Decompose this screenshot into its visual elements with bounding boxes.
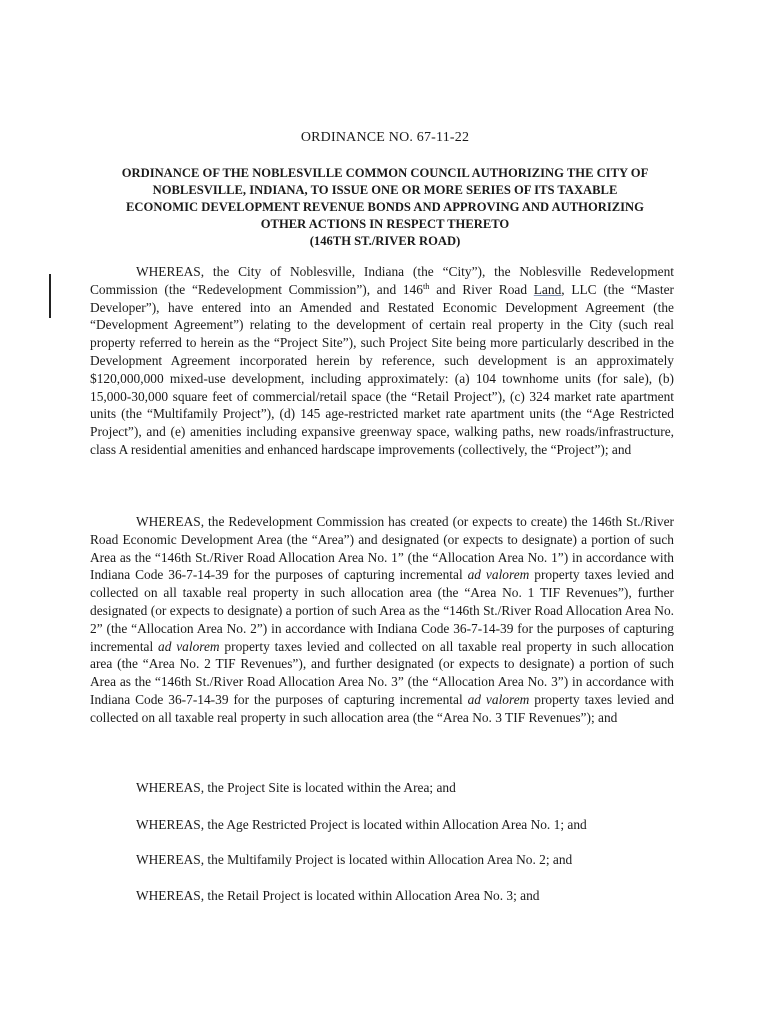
- title-line: (146TH ST./RIVER ROAD): [309, 234, 461, 248]
- para2-text-3: property taxes levied and collected on all taxable real property in such allocation area (the “Area No. 2 TIF Revenues”), and further designated (or expects to designate) a portion of such Area as the “146th St./River Road Allocation Area No. 3” (the “Allocation Area No. 3”) in accordance with Indiana Code 36-7-14-39 for the purposes of capturing incremental: [90, 638, 674, 707]
- tracked-change-underline: Land: [533, 281, 562, 297]
- para2-text-2: property taxes levied and collected on all taxable real property in such allocation area (the “Area No. 1 TIF Revenues”), further designated (or expects to designate) a portion of such Area as the “146th St./River Road Allocation Area No. 2” (the “Allocation Area No. 2”) in accordance with Indiana Code 36-7-14-39 for the purposes of capturing incremental: [90, 567, 675, 654]
- whereas-paragraph-development-agreement: [90, 263, 674, 459]
- para1-text-c: , LLC (the “Master Developer”), have entered into an Amended and Restated Economic Development Agreement (the “Development Agreement”) relating to the development of certain real property in the City (such real property referred to herein as the “Project Site”), such Project Site being more particularly described in the Development Agreement incorporated herein by reference, such development is an approximately $120,000,000 mixed-use development, including approximately: (a) 104 townhome units (for sale), (b) 15,000-30,000 square feet of commercial/retail space (the “Retail Project”), (c) 324 market rate apartment units (the “Multifamily Project”), (d) 145 age-restricted market rate apartment units (the “Age Restricted Project”), and (e) amenities including expansive greenway space, walking paths, new roads/infrastructure, class A residential amenities and enhanced hardscape improvements (collectively, the “Project”); and: [90, 281, 674, 457]
- revision-change-bar: [49, 274, 51, 318]
- title-line: OTHER ACTIONS IN RESPECT THERETO: [260, 217, 510, 231]
- italic-term: ad valorem: [467, 567, 530, 583]
- para1-text-b: and River Road: [429, 281, 534, 297]
- italic-term: ad valorem: [467, 691, 530, 707]
- ordinance-number: ORDINANCE NO. 67-11-22: [300, 130, 470, 145]
- whereas-retail: WHEREAS, the Retail Project is located within Allocation Area No. 3; and: [136, 888, 540, 903]
- title-line: NOBLESVILLE, INDIANA, TO ISSUE ONE OR MORE SERIES OF ITS TAXABLE: [152, 183, 618, 197]
- title-line: ORDINANCE OF THE NOBLESVILLE COMMON COUNCIL AUTHORIZING THE CITY OF: [121, 166, 649, 180]
- para1-text-a: WHEREAS, the City of Noblesville, Indiana (the “City”), the Noblesville Redevelopment Commission (the “Redevelopment Commission”), and 146: [90, 264, 674, 297]
- italic-term: ad valorem: [158, 638, 220, 654]
- whereas-project-site: WHEREAS, the Project Site is located within the Area; and: [136, 780, 456, 795]
- ordinal-superscript: th: [422, 280, 430, 291]
- title-line: ECONOMIC DEVELOPMENT REVENUE BONDS AND APPROVING AND AUTHORIZING: [126, 200, 644, 214]
- para2-text-4: property taxes levied and collected on all taxable real property in such allocation area (the “Area No. 3 TIF Revenues”); and: [90, 691, 675, 725]
- whereas-paragraph-allocation-areas: [90, 513, 674, 727]
- whereas-age-restricted: WHEREAS, the Age Restricted Project is located within Allocation Area No. 1; and: [136, 817, 587, 832]
- whereas-multifamily: WHEREAS, the Multifamily Project is located within Allocation Area No. 2; and: [136, 852, 573, 867]
- ordinance-title: [90, 165, 680, 250]
- para2-text-1: WHEREAS, the Redevelopment Commission has created (or expects to create) the 146th St./River Road Economic Development Area (the “Area”) and designated (or expects to designate) a portion of such Area as the “146th St./River Road Allocation Area No. 1” (the “Allocation Area No. 1”) in accordance with Indiana Code 36-7-14-39 for the purposes of capturing incremental: [90, 514, 674, 583]
